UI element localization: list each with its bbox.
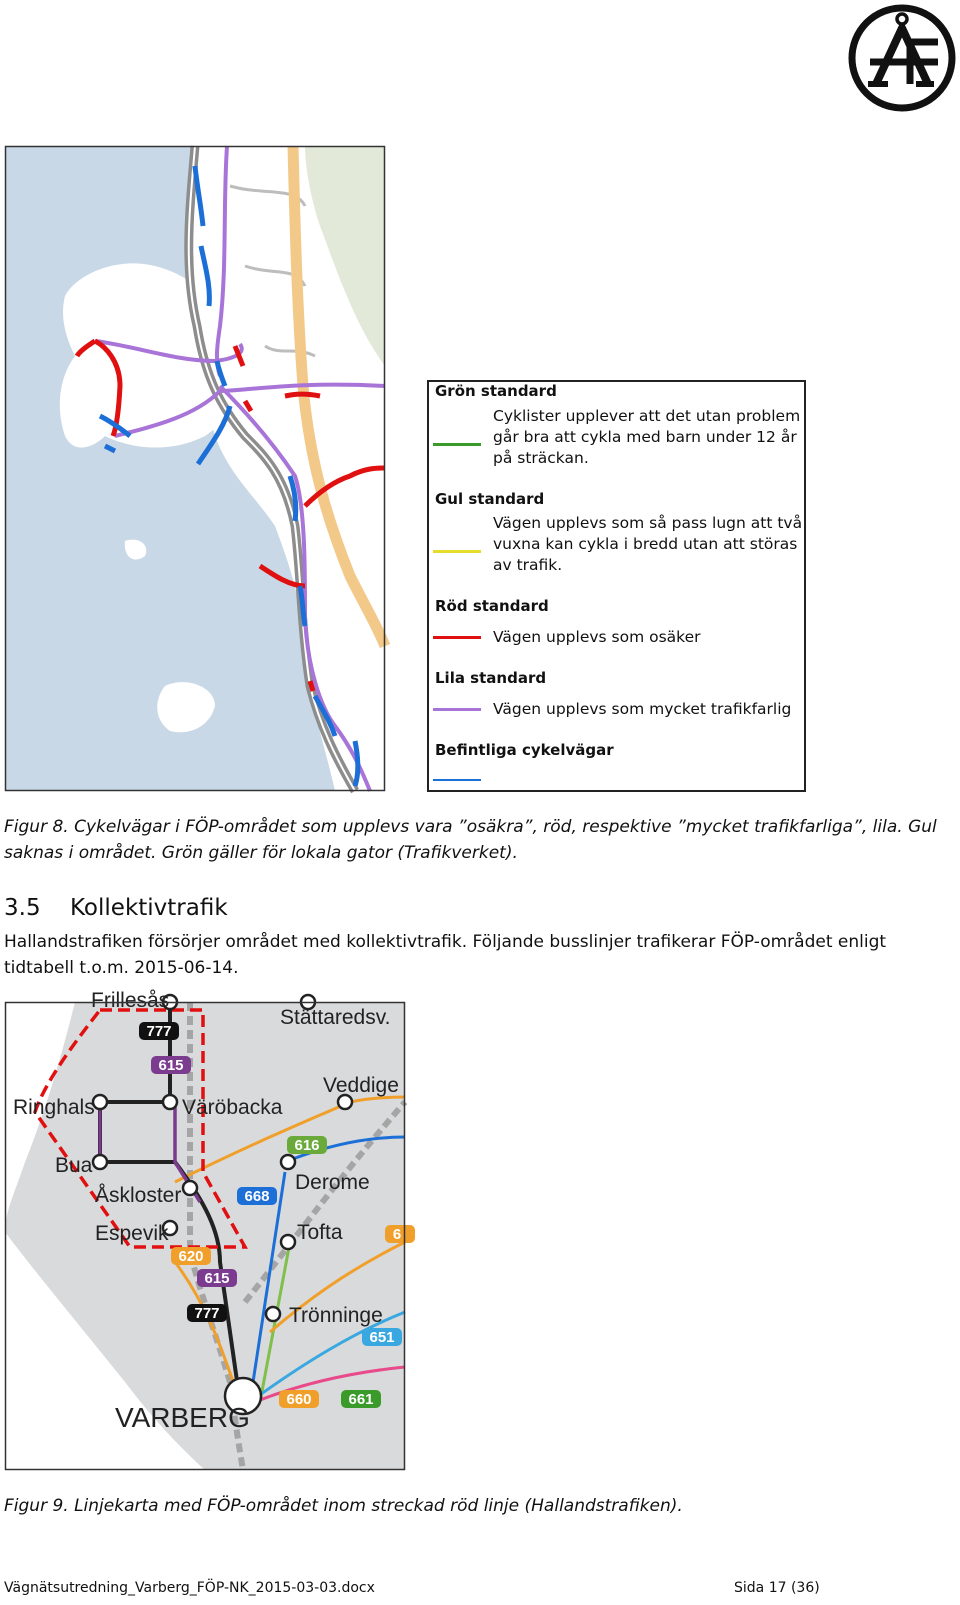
line-badge-651: 651 — [369, 1329, 395, 1346]
legend-heading-purple: Lila standard — [435, 669, 547, 687]
legend-line-purple — [433, 708, 481, 711]
bus-line-map — [5, 989, 405, 1470]
legend-text-red: Vägen upplevs som osäker — [493, 628, 701, 646]
section-heading — [4, 895, 228, 921]
legend-text-green: Cyklister upplever att det utan problem går bra att cykla med barn under 12 år på sträckan. — [493, 407, 801, 467]
legend-heading-blue: Befintliga cykelvägar — [435, 741, 614, 759]
stop-label: Trönninge — [289, 1304, 383, 1327]
stop-label-varberg: VARBERG — [115, 1402, 250, 1433]
stop-label: Tofta — [297, 1221, 343, 1244]
line-badge-620: 620 — [178, 1248, 204, 1265]
line-badge-616: 616 — [294, 1137, 320, 1154]
stop-label: Espevik — [95, 1222, 169, 1245]
stop-label: Ringhals — [13, 1096, 95, 1119]
legend-line-yellow — [433, 550, 481, 553]
line-badge-6: 6 — [392, 1226, 402, 1243]
line-badge-615: 615 — [158, 1057, 184, 1074]
section-number: 3.5 — [4, 895, 41, 921]
line-badge-777: 777 — [146, 1023, 172, 1040]
stop-label: Derome — [295, 1171, 370, 1194]
line-badge-777: 777 — [194, 1305, 220, 1322]
figure-9-caption: Figur 9. Linjekarta med FÖP-området inom streckad röd linje (Hallandstrafiken). — [4, 1496, 683, 1516]
legend-text-yellow: Vägen upplevs som så pass lugn att två vuxna kan cykla i bredd utan att störas av trafik. — [493, 514, 803, 574]
legend-line-blue — [433, 779, 481, 781]
line-badge-668: 668 — [244, 1188, 270, 1205]
stop-label: Åskloster — [95, 1184, 182, 1207]
legend-heading-red: Röd standard — [435, 597, 549, 615]
line-badge-661: 661 — [348, 1391, 374, 1408]
stop-label: Veddige — [323, 1074, 399, 1097]
legend-text-purple: Vägen upplevs som mycket trafikfarlig — [493, 700, 792, 718]
map-legend — [427, 380, 806, 792]
stop-label: Bua — [55, 1154, 93, 1177]
legend-heading-yellow: Gul standard — [435, 490, 545, 508]
stop-label: Väröbacka — [182, 1096, 283, 1119]
legend-line-red — [433, 636, 481, 639]
section-title: Kollektivtrafik — [70, 895, 228, 921]
stop-label: Stättaredsv. — [280, 1006, 391, 1029]
legend-heading-green: Grön standard — [435, 382, 557, 400]
cycle-route-map — [5, 146, 385, 791]
figure-8-caption: Figur 8. Cykelvägar i FÖP-området som upplevs vara ”osäkra”, röd, respektive ”mycket trafikfarliga”, lila. Gul saknas i området. Grön gäller för lokala gator (Trafikverket). — [4, 817, 937, 863]
footer-page-number: Sida 17 (36) — [734, 1580, 820, 1596]
stop-label: Frillesås — [91, 989, 170, 1012]
line-badge-615: 615 — [204, 1270, 230, 1287]
legend-line-green — [433, 443, 481, 446]
body-paragraph: Hallandstrafiken försörjer området med kollektivtrafik. Följande busslinjer trafikerar FÖP-området enligt tidtabell t.o.m. 2015-06-14. — [4, 932, 887, 978]
footer-filename: Vägnätsutredning_Varberg_FÖP-NK_2015-03-03.docx — [4, 1580, 375, 1596]
afry-logo-icon — [846, 2, 958, 114]
line-badge-660: 660 — [286, 1391, 312, 1408]
